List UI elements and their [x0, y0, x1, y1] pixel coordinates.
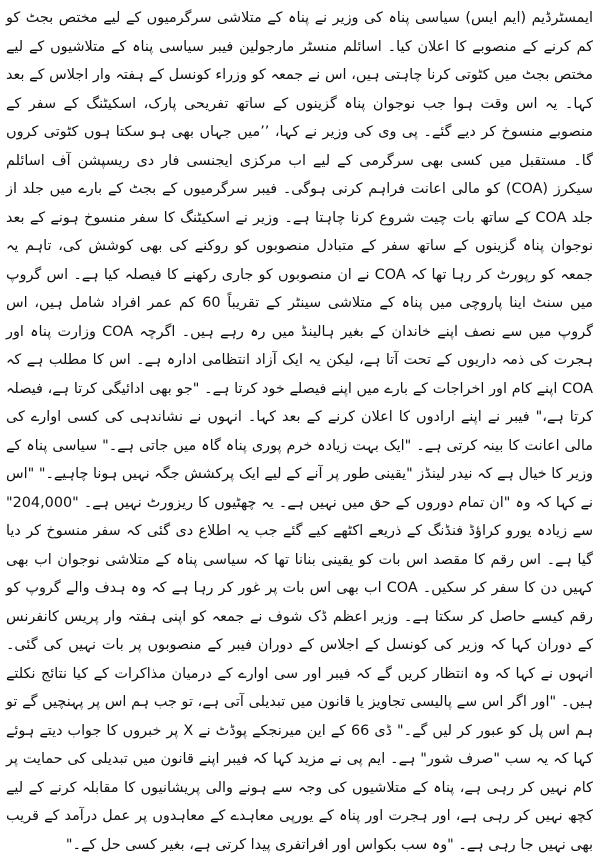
- article-sentence: اس کا مطلب ہے کہ COA اپنے کام اور اخراجات کے بارے میں اپنے فیصلے خود کرتا ہے۔: [6, 352, 593, 397]
- article-sentence: وزیر نے اسکیٹنگ کا سفر منسوخ ہونے کے بعد نوجوان پناہ گزینوں کے ساتھ سفر کے متبادل منصوبوں کو روکنے کی بھی کوشش کی، تاہم یہ جمعہ کو رپورٹ کر رہا تھا کہ COA نے ان منصوبوں کو جاری رکھنے کا فیصلہ کیا ہے۔: [6, 209, 593, 283]
- article-sentence: COA اب بھی اس بات پر غور کر رہا ہے کہ وہ ہدف والے گروپ کو رقم کیسے حاصل کر سکتا ہے۔: [6, 580, 593, 625]
- article-sentence: "ایک بہت زیادہ خرم پوری پناہ گاہ میں جاتی ہے۔": [102, 437, 412, 454]
- article-sentence: "جو بھی ادائیگی کرتا ہے، فیصلہ کرتا ہے،" فیبر نے اپنے ارادوں کا اعلان کرنے کے بعد کہا۔: [6, 380, 593, 425]
- article-sentence: اس گروپ میں سنٹ اینا پاروچی میں پناہ کے متلاشی سینٹر کے تقریباً 60 کم عمر افراد شامل ہیں، اس گروپ میں سے نصف اپنے خاندان کے بغیر ہالینڈ میں رہ رہے ہیں۔: [6, 266, 594, 340]
- article-sentence: انہوں نے کہا کہ وہ انتظار کریں گے کہ فیبر اور سی اوارے کے درمیان مذاکرات کے کیا نتائج نکلتے ہیں۔: [6, 665, 593, 710]
- article-sentence: ڈی 66 کے این میرنجکے پوڈٹ نے X پر خبروں کا جواب دیتے ہوئے کہا کہ یہ سب "صرف شور" ہے۔: [6, 722, 593, 767]
- article-sentence: مستقبل میں کسی بھی سرگرمی کے لیے اب مرکزی ایجنسی فار دی ریسپشن آف اسائلم سیکرز (COA) کو مالی اعانت فراہم کرنی ہوگی۔: [6, 152, 594, 197]
- article-sentence: اگرچہ COA وزارت پناہ اور ہجرت کی ذمہ داریوں کے تحت آتا ہے، لیکن یہ ایک آزاد انتظامی ادارہ ہے۔: [6, 323, 593, 368]
- article-sentence: "اور اگر اس سے پالیسی تجاویز یا قانون میں تبدیلی آتی ہے، تو جب ہم اس پر پہنچیں گے تو ہم اس پل کو عبور کر لیں گے۔": [6, 694, 594, 739]
- article-sentence: اسائلم منسٹر مارجولین فیبر سیاسی پناہ کے متلاشیوں کے لیے مختص بجٹ میں کٹوتی کرنا چاہتی ہیں، اس نے جمعہ کو وزراء کونسل کے ہفتہ وار اجلاس کے بعد کہا۔: [6, 38, 593, 112]
- article-sentence: وزیر اعظم ڈک شوف نے جمعہ کو اپنی ہفتہ وار پریس کانفرنس کے دوران کہا کہ وزیر کی کونسل کے اجلاس کے دوران فیبر کے منصوبوں پر بات نہیں کی گئی۔: [6, 608, 593, 653]
- article-sentence: سیاسی پناہ کے وزیر کا خیال ہے کہ نیدر لینڈز "یقینی طور پر آنے کے لیے ایک پرکشش جگہ نہیں ہونا چاہیے۔": [6, 437, 593, 482]
- article-sentence: "اس نے کہا کہ وہ "ان تمام دوروں کے حق میں نہیں ہے۔ یہ چھٹیوں کا ریزورٹ نہیں ہے۔: [6, 466, 593, 511]
- article-sentence: انہوں نے نشاندہی کی کسی اوارے کی مالی اعانت کا بینہ کرتی ہے۔: [6, 409, 593, 454]
- article-sentence: ایمسٹرڈیم (ایم ایس) سیاسی پناہ کی وزیر نے پناہ کے متلاشی سرگرمیوں کے لیے مختص بجٹ کو کم کرنے کے منصوبے کا اعلان کیا۔: [6, 10, 593, 55]
- article-sentence: "204,000" سے زیادہ یورو کراؤڈ فنڈنگ کے ذریعے اکٹھے کیے گئے جب یہ اطلاع دی گئی کہ سفر منسوخ کر دیا گیا ہے۔: [6, 494, 593, 568]
- article-sentence: اس رقم کا مقصد اس بات کو یقینی بنانا تھا کہ سیاسی پناہ کے متلاشی نوجوان اب بھی کہیں دن کا سفر کر سکیں۔: [6, 551, 594, 596]
- article-sentence: "وہ سب بکواس اور افراتفری پیدا کرتی ہے، بغیر کسی حل کے۔": [65, 836, 454, 853]
- article-sentence: فیبر سرگرمیوں کے بجٹ کے بارے میں جلد از جلد COA کے ساتھ بات چیت شروع کرنا چاہتا ہے۔: [6, 181, 594, 226]
- article-sentence: پی وی کی وزیر نے کہا، ’’میں جہاں بھی ہو سکتا ہوں کٹوتی کروں گا۔: [6, 124, 594, 169]
- article-sentence: ایم پی نے مزید کہا کہ فیبر اپنے قانون میں تبدیلی کی حمایت پر کام نہیں کر رہی ہے، پناہ کے متلاشیوں کی وجہ سے ہونے والی پریشانیوں کا مقابلہ کرنے کے لیے کچھ نہیں کر رہی ہے، اور ہجرت اور پناہ کے یورپی معاہدے کے معاہدوں پر عمل درآمد کے قریب بھی نہیں جا رہی ہے۔: [6, 751, 593, 853]
- article-sentence: یہ اس وقت ہوا جب نوجوان پناہ گزینوں کے ساتھ تفریحی پارک، اسکیٹنگ کے سفر کے منصوبے منسوخ کر دیے گئے۔: [6, 95, 594, 140]
- article-body: [6, 4, 593, 859]
